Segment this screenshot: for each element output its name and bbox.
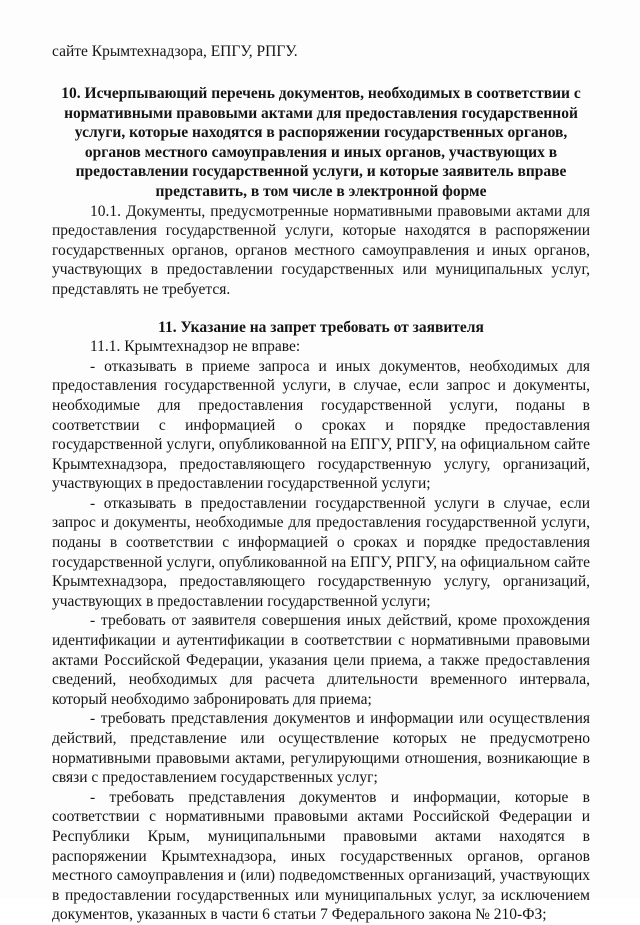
continuation-line: сайте Крымтехнадзора, ЕПГУ, РПГУ. [52,43,298,60]
section-11-intro: 11.1. Крымтехнадзор не вправе: [90,338,301,356]
section-11-item-1: - отказывать в приеме запроса и иных документов, необходимых для предоставления государственной услуги, в случае, если запрос и документы, необходимые для предоставления государственной услуги, поданы в соответствии с информацией о сроках и порядке предоставления государственной услуги, опубликованной на ЕПГУ, РПГУ, на официальном сайте Крымтехнадзора, предоставляющего государственную услугу, организаций, участвующих в предоставлении государственной услуги; [52,357,590,493]
section-10-title: 10. Исчерпывающий перечень документов, необходимых в соответствии с нормативными правовыми актами для предоставления государственной услуги, которые находятся в распоряжении государственных органов, органов местного самоуправления и иных органов, участвующих в предоставлении государственной услуги, и которые заявитель вправе представить, в том числе в электронной форме [61,85,581,200]
section-11-item-3: - требовать от заявителя совершения иных действий, кроме прохождения идентификации и аутентификации в соответствии с нормативными правовыми актами Российской Федерации, указания цели приема, а также предоставления сведений, необходимых для расчета длительности временного интервала, который необходимо забронировать для приема; [52,612,590,708]
section-11-item-5: - требовать представления документов и информации, которые в соответствии с нормативными правовыми актами Российской Федерации и Республики Крым, муниципальными правовыми актами находятся в распоряжении Крымтехнадзора, иных государственных органов, органов местного самоуправления и (или) подведомственных организаций, участвующих в предоставлении государственных или муниципальных услуг, за исключением документов, указанных в части 6 статьи 7 Федерального закона № 210-ФЗ; [52,788,590,924]
section-10-paragraph-1: 10.1. Документы, предусмотренные нормативными правовыми актами для предоставления государственной услуги, которые находятся в распоряжении государственных органов, органов местного самоуправления и иных органов, участвующих в предоставлении государственных или муниципальных услуг, представлять не требуется. [52,202,590,298]
section-11-item-2: - отказывать в предоставлении государственной услуги в случае, если запрос и документы, необходимые для предоставления государственной услуги, поданы в соответствии с информацией о сроках и порядке предоставления государственной услуги, опубликованной на ЕПГУ, РПГУ, на официальном сайте Крымтехнадзора, предоставляющего государственную услугу, организаций, участвующих в предоставлении государственной услуги; [52,494,590,610]
section-11-item-4: - требовать представления документов и информации или осуществления действий, представление или осуществление которых не предусмотрено нормативными правовыми актами, регулирующими отношения, возникающие в связи с предоставлением государственных услуг; [52,710,590,787]
section-11-title: 11. Указание на запрет требовать от заявителя [158,318,484,336]
